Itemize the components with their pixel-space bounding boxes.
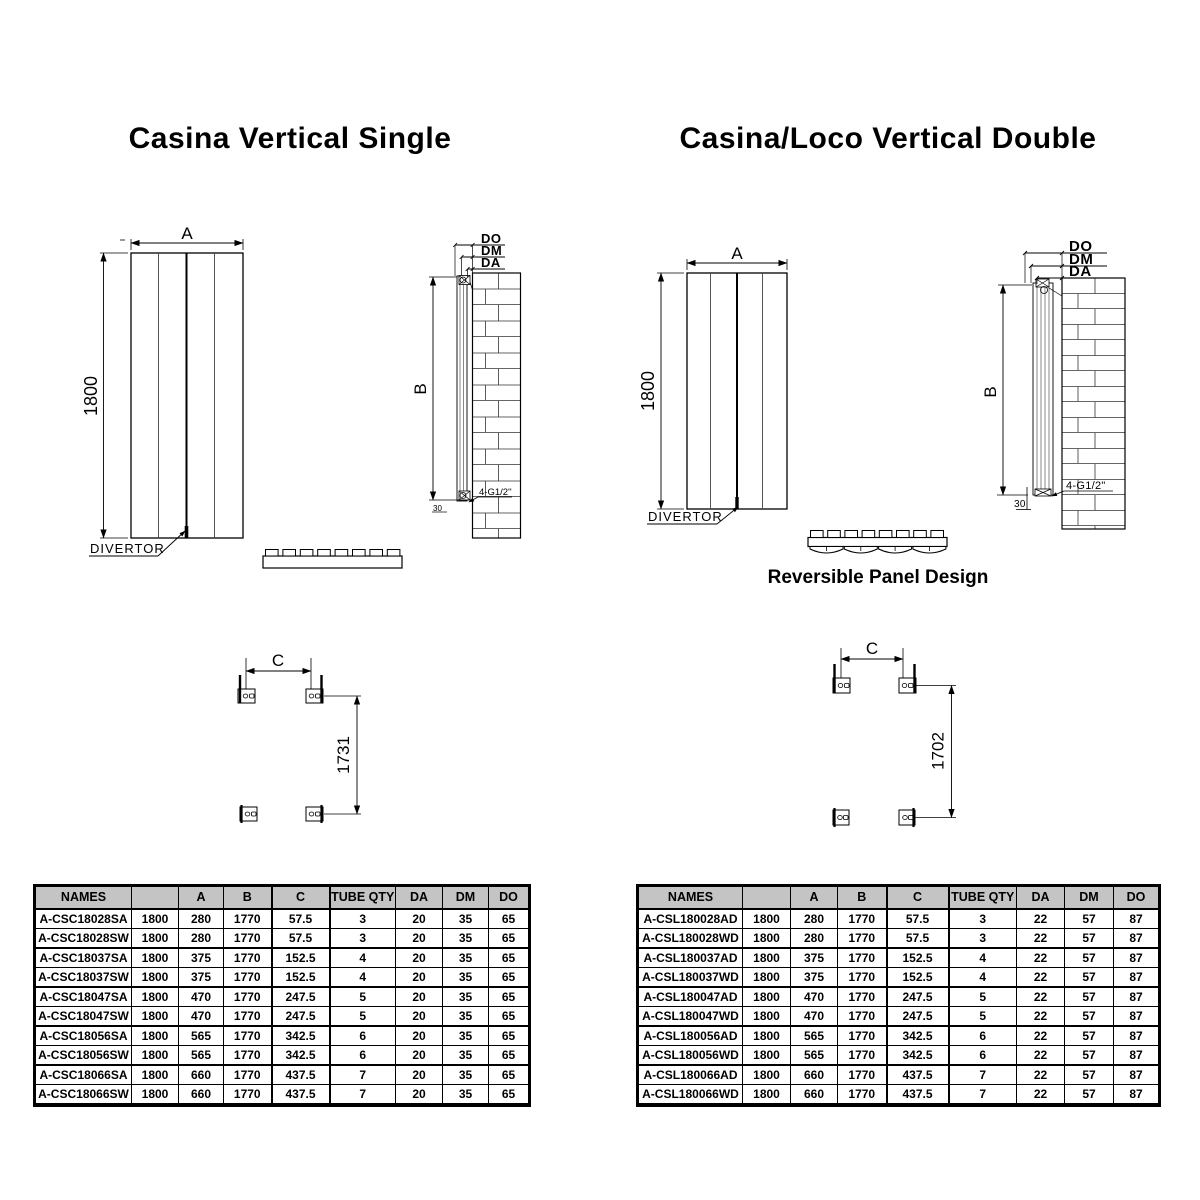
table-row xyxy=(639,948,1159,968)
table-cell: 280 xyxy=(791,909,838,929)
divertor-label-double: DIVERTOR xyxy=(648,509,723,524)
col-header-b: B xyxy=(838,887,887,910)
table-cell: 1770 xyxy=(838,1065,887,1085)
table-header-row xyxy=(36,887,529,910)
divertor-indicator xyxy=(735,497,738,509)
table-cell: 4 xyxy=(330,948,396,968)
table-cell: 280 xyxy=(179,909,224,929)
table-cell: 1800 xyxy=(743,1026,791,1046)
table-row xyxy=(36,987,529,1007)
col-header-a: A xyxy=(791,887,838,910)
dim-label-b-single: B xyxy=(411,383,430,395)
table-cell: 1800 xyxy=(743,1046,791,1066)
table-cell: 65 xyxy=(489,1026,529,1046)
table-row xyxy=(639,1046,1159,1066)
table-cell: 87 xyxy=(1114,909,1159,929)
col-header-dm: DM xyxy=(443,887,489,910)
table-cell: 20 xyxy=(396,1046,443,1066)
table-cell: 1770 xyxy=(838,987,887,1007)
table-cell: 22 xyxy=(1017,968,1065,988)
table-cell: 342.5 xyxy=(887,1046,949,1066)
table-cell: 87 xyxy=(1114,1007,1159,1027)
table-cell: 1770 xyxy=(224,1065,272,1085)
table-cell: 1770 xyxy=(838,909,887,929)
table-cell: 1800 xyxy=(132,1065,179,1085)
table-row xyxy=(36,1065,529,1085)
double-title: Casina/Loco Vertical Double xyxy=(679,122,1097,155)
dim-label-do-single: DO xyxy=(481,231,502,246)
table-cell: 57 xyxy=(1065,1065,1114,1085)
dim-label-1702: 1702 xyxy=(928,732,948,770)
table-cell: 5 xyxy=(949,1007,1017,1027)
table-cell: 20 xyxy=(396,987,443,1007)
col-header-da: DA xyxy=(396,887,443,910)
table-row xyxy=(639,987,1159,1007)
table-row xyxy=(639,1007,1159,1027)
col-header-tubeqty: TUBE QTY xyxy=(949,887,1017,910)
table-cell: 35 xyxy=(443,1065,489,1085)
table-cell: 57 xyxy=(1065,948,1114,968)
table-cell: 20 xyxy=(396,1065,443,1085)
table-cell: 1800 xyxy=(743,929,791,949)
table-cell: 65 xyxy=(489,1085,529,1105)
table-cell: 65 xyxy=(489,948,529,968)
table-cell: 1770 xyxy=(224,987,272,1007)
col-header-dm: DM xyxy=(1065,887,1114,910)
table-cell: 35 xyxy=(443,1085,489,1105)
table-cell: 660 xyxy=(179,1065,224,1085)
double-side-view xyxy=(997,251,1125,529)
table-cell: 20 xyxy=(396,968,443,988)
table-header-row xyxy=(639,887,1159,910)
table-cell: 22 xyxy=(1017,987,1065,1007)
dim-label-da-single: DA xyxy=(481,255,501,270)
col-header-tubeqty: TUBE QTY xyxy=(330,887,396,910)
table-cell: 280 xyxy=(791,929,838,949)
table-cell: 1770 xyxy=(838,1007,887,1027)
col-header-blank xyxy=(743,887,791,910)
table-cell: 57 xyxy=(1065,1085,1114,1105)
dim-label-1800-double: 1800 xyxy=(638,370,658,412)
table-cell: A-CSL180056AD xyxy=(639,1026,743,1046)
table-cell: 6 xyxy=(949,1046,1017,1066)
divertor-label-single: DIVERTOR xyxy=(90,541,165,556)
table-cell: 1800 xyxy=(743,1085,791,1105)
double-top-view xyxy=(808,531,947,554)
table-row xyxy=(36,909,529,929)
single-title: Casina Vertical Single xyxy=(128,122,452,155)
table xyxy=(35,886,529,1105)
table-cell: 375 xyxy=(179,948,224,968)
table-cell: 660 xyxy=(791,1085,838,1105)
table-cell: 437.5 xyxy=(272,1065,330,1085)
col-header-do: DO xyxy=(1114,887,1159,910)
table-cell: A-CSC18047SW xyxy=(36,1007,132,1027)
table-cell: 87 xyxy=(1114,1026,1159,1046)
table-cell: 65 xyxy=(489,909,529,929)
table-cell: A-CSL180066AD xyxy=(639,1065,743,1085)
table-cell: 565 xyxy=(791,1026,838,1046)
table-cell: 87 xyxy=(1114,929,1159,949)
table-cell: 152.5 xyxy=(272,948,330,968)
table-cell: A-CSC18028SW xyxy=(36,929,132,949)
table-cell: 87 xyxy=(1114,1046,1159,1066)
table-cell: 7 xyxy=(949,1085,1017,1105)
table-cell: 470 xyxy=(791,1007,838,1027)
table-row xyxy=(639,1085,1159,1105)
valve-label-single: 4-G1/2'' xyxy=(479,487,512,498)
table-cell: 1800 xyxy=(132,948,179,968)
table-cell: 87 xyxy=(1114,948,1159,968)
table-cell: 20 xyxy=(396,1026,443,1046)
table-cell: A-CSC18028SA xyxy=(36,909,132,929)
col-header-b: B xyxy=(224,887,272,910)
table-cell: 5 xyxy=(949,987,1017,1007)
table-cell: 20 xyxy=(396,1007,443,1027)
col-header-da: DA xyxy=(1017,887,1065,910)
table-cell: 247.5 xyxy=(272,987,330,1007)
table-cell: 87 xyxy=(1114,987,1159,1007)
table-cell: 437.5 xyxy=(887,1065,949,1085)
table-cell: 57 xyxy=(1065,987,1114,1007)
table-cell: 20 xyxy=(396,909,443,929)
table-cell: 57 xyxy=(1065,909,1114,929)
offset-label-double: 30 xyxy=(1014,499,1026,510)
reversible-caption: Reversible Panel Design xyxy=(767,567,989,588)
table-cell: 3 xyxy=(330,929,396,949)
table-cell: 1800 xyxy=(132,929,179,949)
table-cell: 342.5 xyxy=(887,1026,949,1046)
table-cell: 247.5 xyxy=(887,987,949,1007)
table-cell: 35 xyxy=(443,1026,489,1046)
col-header-names: NAMES xyxy=(639,887,743,910)
table-cell: 660 xyxy=(791,1065,838,1085)
wall-single xyxy=(473,273,521,538)
table-cell: 4 xyxy=(949,948,1017,968)
table-cell: 35 xyxy=(443,1046,489,1066)
table-cell: 1800 xyxy=(132,1026,179,1046)
table-cell: 65 xyxy=(489,1046,529,1066)
table-cell: 57 xyxy=(1065,929,1114,949)
table-row xyxy=(36,948,529,968)
col-header-names: NAMES xyxy=(36,887,132,910)
table-cell: 5 xyxy=(330,1007,396,1027)
table-cell: 152.5 xyxy=(272,968,330,988)
table-cell: 3 xyxy=(330,909,396,929)
table-cell: 35 xyxy=(443,1007,489,1027)
table-cell: 1770 xyxy=(224,1007,272,1027)
table-cell: 65 xyxy=(489,968,529,988)
table-cell: 5 xyxy=(330,987,396,1007)
col-header-c: C xyxy=(272,887,330,910)
table-row xyxy=(639,968,1159,988)
table-cell: 1800 xyxy=(743,968,791,988)
table-cell: 437.5 xyxy=(887,1085,949,1105)
table-cell: 1800 xyxy=(132,1085,179,1105)
table-cell: A-CSL180056WD xyxy=(639,1046,743,1066)
table-cell: 57.5 xyxy=(887,929,949,949)
table-cell: 57.5 xyxy=(272,929,330,949)
table-cell: 65 xyxy=(489,987,529,1007)
table-cell: 4 xyxy=(330,968,396,988)
table-cell: 375 xyxy=(791,968,838,988)
table-cell: 1800 xyxy=(743,1007,791,1027)
table-cell: 20 xyxy=(396,948,443,968)
table-cell: 1770 xyxy=(838,968,887,988)
table-cell: 35 xyxy=(443,968,489,988)
dim-label-dm-double: DM xyxy=(1069,251,1094,268)
table-row xyxy=(639,1065,1159,1085)
dim-label-c-single: C xyxy=(271,651,285,670)
single-top-view xyxy=(263,550,402,569)
table-cell: 65 xyxy=(489,1065,529,1085)
valve-label-double: 4-G1/2" xyxy=(1066,480,1106,492)
table-cell: 7 xyxy=(330,1085,396,1105)
table-cell: 22 xyxy=(1017,1026,1065,1046)
table-cell: 87 xyxy=(1114,968,1159,988)
table-cell: A-CSL180028AD xyxy=(639,909,743,929)
dim-label-b-double: B xyxy=(981,386,1000,398)
table-cell: 565 xyxy=(791,1046,838,1066)
table-cell: A-CSL180047WD xyxy=(639,1007,743,1027)
dim-label-c-double: C xyxy=(865,639,879,658)
table-cell: 22 xyxy=(1017,1085,1065,1105)
table-cell: 1800 xyxy=(743,909,791,929)
table-row xyxy=(36,929,529,949)
dim-label-1800-single: 1800 xyxy=(81,375,101,417)
dim-label-a-double: A xyxy=(731,244,743,263)
table-cell: 1770 xyxy=(224,1046,272,1066)
table-cell: 1800 xyxy=(743,1065,791,1085)
table-cell: 87 xyxy=(1114,1065,1159,1085)
table-cell: 1800 xyxy=(132,1007,179,1027)
col-header-a: A xyxy=(179,887,224,910)
table-cell: 22 xyxy=(1017,948,1065,968)
table-cell: 22 xyxy=(1017,929,1065,949)
table-cell: 57 xyxy=(1065,1046,1114,1066)
table-cell: 1770 xyxy=(224,909,272,929)
double-spec-table xyxy=(636,884,1161,1107)
table-cell: 1770 xyxy=(224,929,272,949)
table-cell: A-CSL180047AD xyxy=(639,987,743,1007)
dim-label-do-double: DO xyxy=(1069,238,1093,255)
table-cell: 3 xyxy=(949,929,1017,949)
table-cell: 152.5 xyxy=(887,968,949,988)
table-cell: 22 xyxy=(1017,1007,1065,1027)
table-cell: 565 xyxy=(179,1026,224,1046)
table-cell: A-CSC18056SW xyxy=(36,1046,132,1066)
col-header-do: DO xyxy=(489,887,529,910)
table-cell: 65 xyxy=(489,929,529,949)
table-cell: A-CSL180037WD xyxy=(639,968,743,988)
table-cell: 57 xyxy=(1065,1026,1114,1046)
table-cell: A-CSC18056SA xyxy=(36,1026,132,1046)
table-cell: 1800 xyxy=(743,948,791,968)
table-cell: 470 xyxy=(791,987,838,1007)
table-cell: 280 xyxy=(179,929,224,949)
table-cell: 57 xyxy=(1065,968,1114,988)
table-cell: 65 xyxy=(489,1007,529,1027)
table-row xyxy=(36,1085,529,1105)
table-cell: 35 xyxy=(443,909,489,929)
table-cell: 660 xyxy=(179,1085,224,1105)
table-cell: 6 xyxy=(949,1026,1017,1046)
single-front-view xyxy=(89,239,243,556)
dim-label-dm-single: DM xyxy=(481,243,503,258)
table-cell: 35 xyxy=(443,987,489,1007)
table-cell: A-CSL180028WD xyxy=(639,929,743,949)
table-row xyxy=(36,968,529,988)
table-cell: 1800 xyxy=(132,968,179,988)
table-cell: 22 xyxy=(1017,909,1065,929)
table-cell: 7 xyxy=(330,1065,396,1085)
table-cell: 247.5 xyxy=(272,1007,330,1027)
table-cell: 6 xyxy=(330,1026,396,1046)
table-cell: A-CSL180037AD xyxy=(639,948,743,968)
table-row xyxy=(36,1026,529,1046)
table-cell: A-CSC18047SA xyxy=(36,987,132,1007)
double-front-view xyxy=(647,259,787,524)
table-cell: 1770 xyxy=(224,968,272,988)
table-cell: 87 xyxy=(1114,1085,1159,1105)
table-cell: 20 xyxy=(396,929,443,949)
table-cell: 1770 xyxy=(838,1085,887,1105)
offset-label-single: 30 xyxy=(433,504,442,513)
table-cell: 1770 xyxy=(224,1026,272,1046)
table-cell: 247.5 xyxy=(887,1007,949,1027)
table-cell: 22 xyxy=(1017,1046,1065,1066)
table-cell: 7 xyxy=(949,1065,1017,1085)
table-cell: 20 xyxy=(396,1085,443,1105)
table-cell: 437.5 xyxy=(272,1085,330,1105)
table-cell: 470 xyxy=(179,1007,224,1027)
col-header-c: C xyxy=(887,887,949,910)
table-cell: 1770 xyxy=(838,1026,887,1046)
table xyxy=(638,886,1159,1105)
table-cell: 342.5 xyxy=(272,1046,330,1066)
table-row xyxy=(639,1026,1159,1046)
table-cell: 152.5 xyxy=(887,948,949,968)
table-cell: 1800 xyxy=(132,1046,179,1066)
table-cell: 565 xyxy=(179,1046,224,1066)
table-cell: 57.5 xyxy=(272,909,330,929)
single-spec-table xyxy=(33,884,531,1107)
dim-label-1731: 1731 xyxy=(334,736,353,774)
table-cell: A-CSC18066SW xyxy=(36,1085,132,1105)
table-row xyxy=(36,1046,529,1066)
table-cell: 57.5 xyxy=(887,909,949,929)
table-row xyxy=(639,929,1159,949)
table-cell: 6 xyxy=(330,1046,396,1066)
table-row xyxy=(639,909,1159,929)
table-cell: 1770 xyxy=(838,1046,887,1066)
divertor-indicator xyxy=(185,526,189,538)
dim-label-da-double: DA xyxy=(1069,263,1092,280)
table-cell: 470 xyxy=(179,987,224,1007)
table-cell: 375 xyxy=(791,948,838,968)
table-cell: 3 xyxy=(949,909,1017,929)
table-cell: 35 xyxy=(443,929,489,949)
table-cell: 342.5 xyxy=(272,1026,330,1046)
col-header-blank xyxy=(132,887,179,910)
table-cell: 375 xyxy=(179,968,224,988)
table-cell: A-CSC18037SA xyxy=(36,948,132,968)
table-cell: 57 xyxy=(1065,1007,1114,1027)
table-cell: A-CSC18066SA xyxy=(36,1065,132,1085)
table-row xyxy=(36,1007,529,1027)
table-cell: A-CSL180066WD xyxy=(639,1085,743,1105)
table-cell: 1770 xyxy=(224,948,272,968)
table-cell: 1800 xyxy=(743,987,791,1007)
table-cell: 1800 xyxy=(132,909,179,929)
table-cell: 1800 xyxy=(132,987,179,1007)
table-cell: 35 xyxy=(443,948,489,968)
table-cell: 1770 xyxy=(838,929,887,949)
table-cell: A-CSC18037SW xyxy=(36,968,132,988)
table-cell: 1770 xyxy=(838,948,887,968)
table-cell: 4 xyxy=(949,968,1017,988)
table-cell: 1770 xyxy=(224,1085,272,1105)
dim-label-a-single: A xyxy=(181,224,193,243)
table-cell: 22 xyxy=(1017,1065,1065,1085)
